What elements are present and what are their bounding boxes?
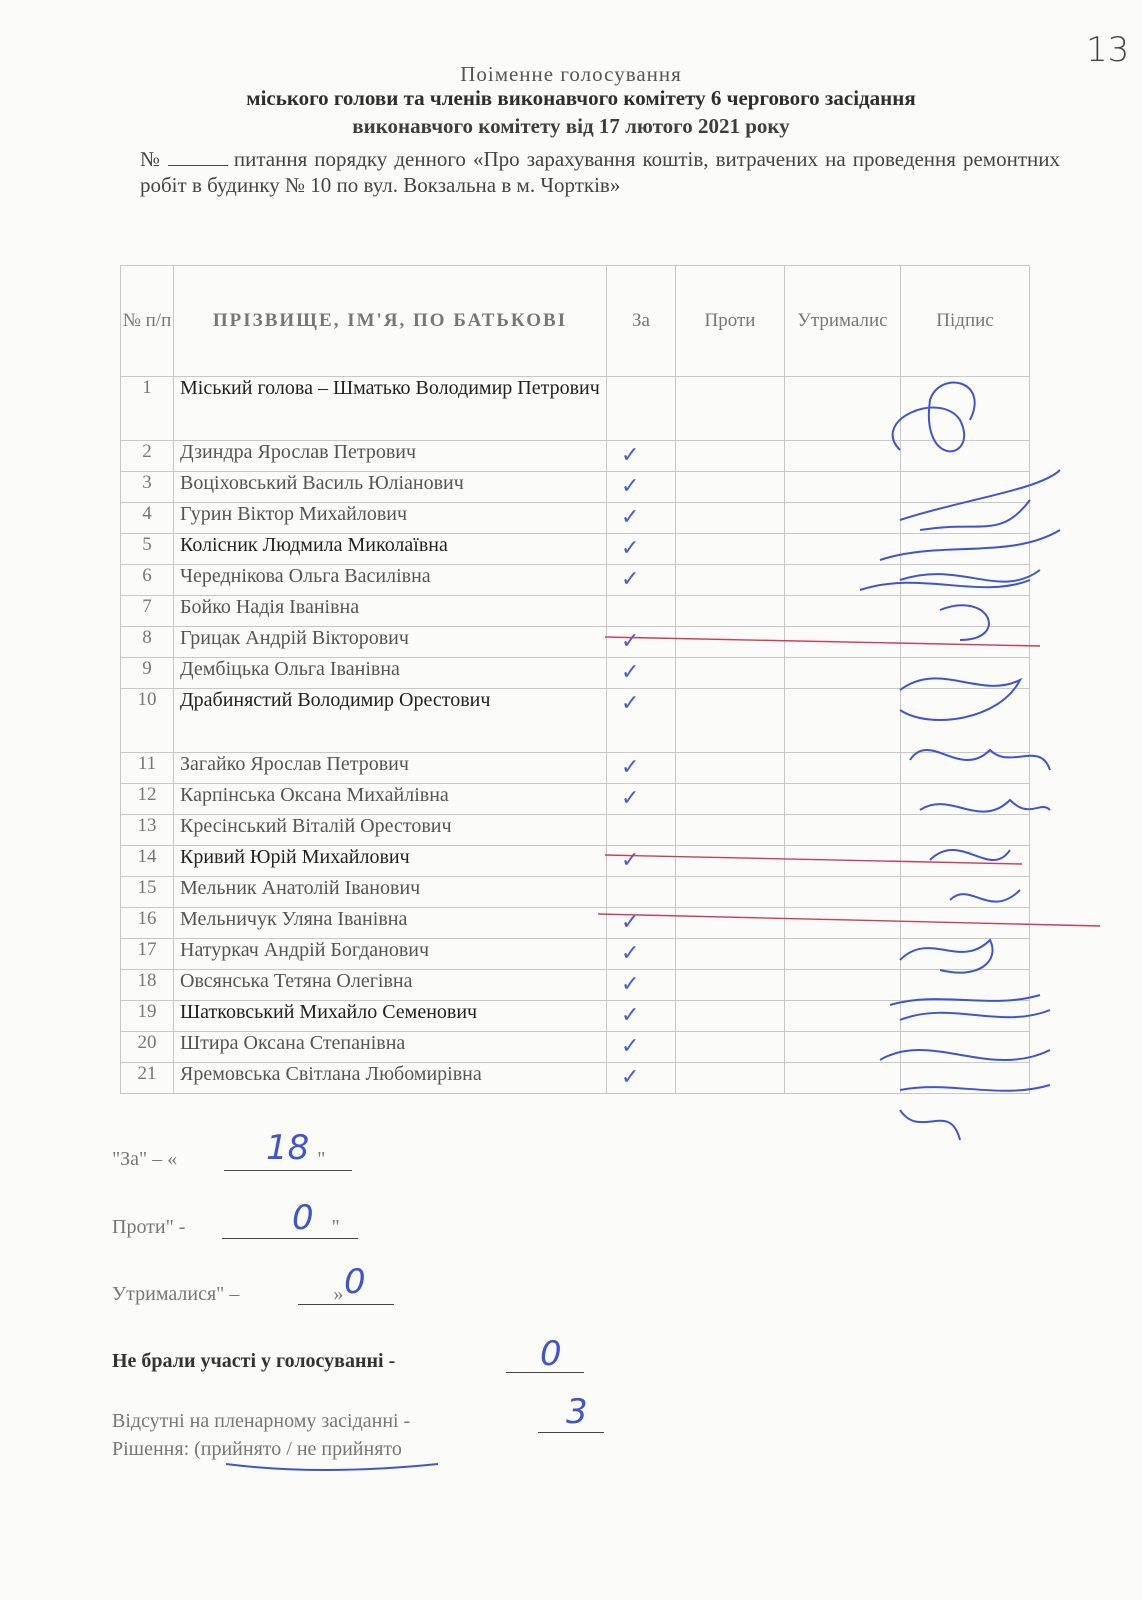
- checkmark-icon: ✓: [621, 443, 640, 468]
- row-number: 4: [121, 503, 174, 534]
- row-name: Мельничук Уляна Іванівна: [174, 908, 607, 939]
- row-number: 1: [121, 377, 174, 441]
- checkmark-icon: ✓: [621, 536, 640, 561]
- signature-scribbles: [860, 383, 1060, 1140]
- title-line-2: міського голови та членів виконавчого комітету 6 чергового засідання: [246, 86, 916, 110]
- result-proty-close: ": [331, 1216, 340, 1238]
- agenda-prefix: №: [140, 147, 162, 171]
- signature-12: [900, 1110, 960, 1140]
- result-utr-value: 0: [344, 1262, 366, 1302]
- signature-7: [920, 800, 1050, 812]
- row-name: Воціховський Василь Юліанович: [174, 472, 607, 503]
- col-header-pidpys: Підпис: [901, 266, 1030, 377]
- col-header-proty: Проти: [676, 266, 785, 377]
- strike-line-row-15: [598, 914, 1100, 926]
- signature-4: [860, 580, 1030, 640]
- row-number: 14: [121, 846, 174, 877]
- checkmark-icon: ✓: [621, 567, 640, 592]
- signature-8: [930, 850, 1020, 902]
- signature-9: [900, 940, 993, 973]
- result-za-value: 18: [266, 1128, 310, 1168]
- checkmark-icon: ✓: [621, 786, 640, 811]
- row-number: 12: [121, 784, 174, 815]
- row-number: 2: [121, 441, 174, 472]
- checkmark-icon: ✓: [621, 660, 640, 685]
- checkmark-icon: ✓: [621, 1034, 640, 1059]
- checkmark-icon: ✓: [621, 1003, 640, 1028]
- checkmark-icon: ✓: [621, 629, 640, 654]
- result-proty-value: 0: [292, 1198, 314, 1238]
- result-utr-label: Утрималися" –: [112, 1283, 240, 1305]
- checkmark-icon: ✓: [621, 1065, 640, 1090]
- result-vidsutni-value: 3: [566, 1392, 588, 1432]
- row-number: 13: [121, 815, 174, 846]
- row-number: 18: [121, 970, 174, 1001]
- row-name: Карпінська Оксана Михайлівна: [174, 784, 607, 815]
- result-ne-braly-value: 0: [540, 1334, 562, 1374]
- row-number: 8: [121, 627, 174, 658]
- row-name: Яремовська Світлана Любомирівна: [174, 1063, 607, 1094]
- row-name: Драбинястий Володимир Орестович: [174, 689, 607, 753]
- row-name: Загайко Ярослав Петрович: [174, 753, 607, 784]
- signature-5: [900, 678, 1020, 720]
- result-za-close: ": [317, 1148, 326, 1170]
- row-number: 16: [121, 908, 174, 939]
- result-za-label: "За" – «: [112, 1148, 178, 1170]
- row-number: 11: [121, 753, 174, 784]
- row-name: Дзиндра Ярослав Петрович: [174, 441, 607, 472]
- row-number: 3: [121, 472, 174, 503]
- row-number: 17: [121, 939, 174, 970]
- row-number: 6: [121, 565, 174, 596]
- col-header-name: ПРІЗВИЩЕ, ІМ'Я, ПО БАТЬКОВІ: [174, 266, 607, 377]
- row-name: Кресінський Віталій Орестович: [174, 815, 607, 846]
- title-line-3: виконавчого комітету від 17 лютого 2021 року: [352, 114, 790, 138]
- signature-2: [900, 470, 1060, 530]
- row-name: Череднікова Ольга Василівна: [174, 565, 607, 596]
- signature-1: [893, 383, 975, 452]
- result-ne-braly-label: Не брали участі у голосуванні -: [112, 1350, 396, 1372]
- row-number: 21: [121, 1063, 174, 1094]
- col-header-num: № п/п: [121, 266, 174, 377]
- checkmark-icon: ✓: [621, 972, 640, 997]
- result-vidsutni-label: Відсутні на пленарному засіданні -: [112, 1410, 411, 1432]
- row-name: Колісник Людмила Миколаївна: [174, 534, 607, 565]
- result-utr-close: »: [333, 1283, 344, 1305]
- result-rishennya: Рішення: (прийнято / не прийнято: [112, 1438, 402, 1460]
- checkmark-icon: ✓: [621, 941, 640, 966]
- signature-11: [880, 1050, 1050, 1091]
- checkmark-icon: ✓: [621, 910, 640, 935]
- signature-10: [890, 995, 1050, 1020]
- row-name: Кривий Юрій Михайлович: [174, 846, 607, 877]
- strike-line-row-13: [605, 855, 1022, 864]
- accepted-underline: [226, 1464, 438, 1470]
- row-name: Овсянська Тетяна Олегівна: [174, 970, 607, 1001]
- row-name: Натуркач Андрій Богданович: [174, 939, 607, 970]
- col-header-utrymalys: Утрималис: [785, 266, 901, 377]
- row-name: Грицак Андрій Вікторович: [174, 627, 607, 658]
- col-header-za: За: [607, 266, 676, 377]
- row-number: 7: [121, 596, 174, 627]
- row-number: 5: [121, 534, 174, 565]
- page-number: 13: [1086, 30, 1130, 70]
- checkmark-icon: ✓: [621, 505, 640, 530]
- checkmark-icon: ✓: [621, 848, 640, 873]
- checkmark-icon: ✓: [621, 755, 640, 780]
- row-number: 10: [121, 689, 174, 753]
- row-name: Дембіцька Ольга Іванівна: [174, 658, 607, 689]
- checkmark-icon: ✓: [621, 691, 640, 716]
- row-name: Гурин Віктор Михайлович: [174, 503, 607, 534]
- signature-6: [910, 750, 1050, 770]
- row-name: Бойко Надія Іванівна: [174, 596, 607, 627]
- row-number: 9: [121, 658, 174, 689]
- row-name: Шатковський Михайло Семенович: [174, 1001, 607, 1032]
- agenda-text: питання порядку денного «Про зарахування коштів, витрачених на проведення ремонтних робіт в будинку № 10 по вул. Вокзальна в м. Чортків»: [140, 147, 1060, 197]
- row-number: 19: [121, 1001, 174, 1032]
- row-number: 20: [121, 1032, 174, 1063]
- row-name: Штира Оксана Степанівна: [174, 1032, 607, 1063]
- row-name: Мельник Анатолій Іванович: [174, 877, 607, 908]
- signature-3: [880, 530, 1060, 582]
- row-number: 15: [121, 877, 174, 908]
- checkmark-icon: ✓: [621, 474, 640, 499]
- row-name: Міський голова – Шматько Володимир Петрович: [174, 377, 607, 441]
- result-proty-label: Проти" -: [112, 1216, 186, 1238]
- title-line-1: Поіменне голосування: [460, 62, 682, 86]
